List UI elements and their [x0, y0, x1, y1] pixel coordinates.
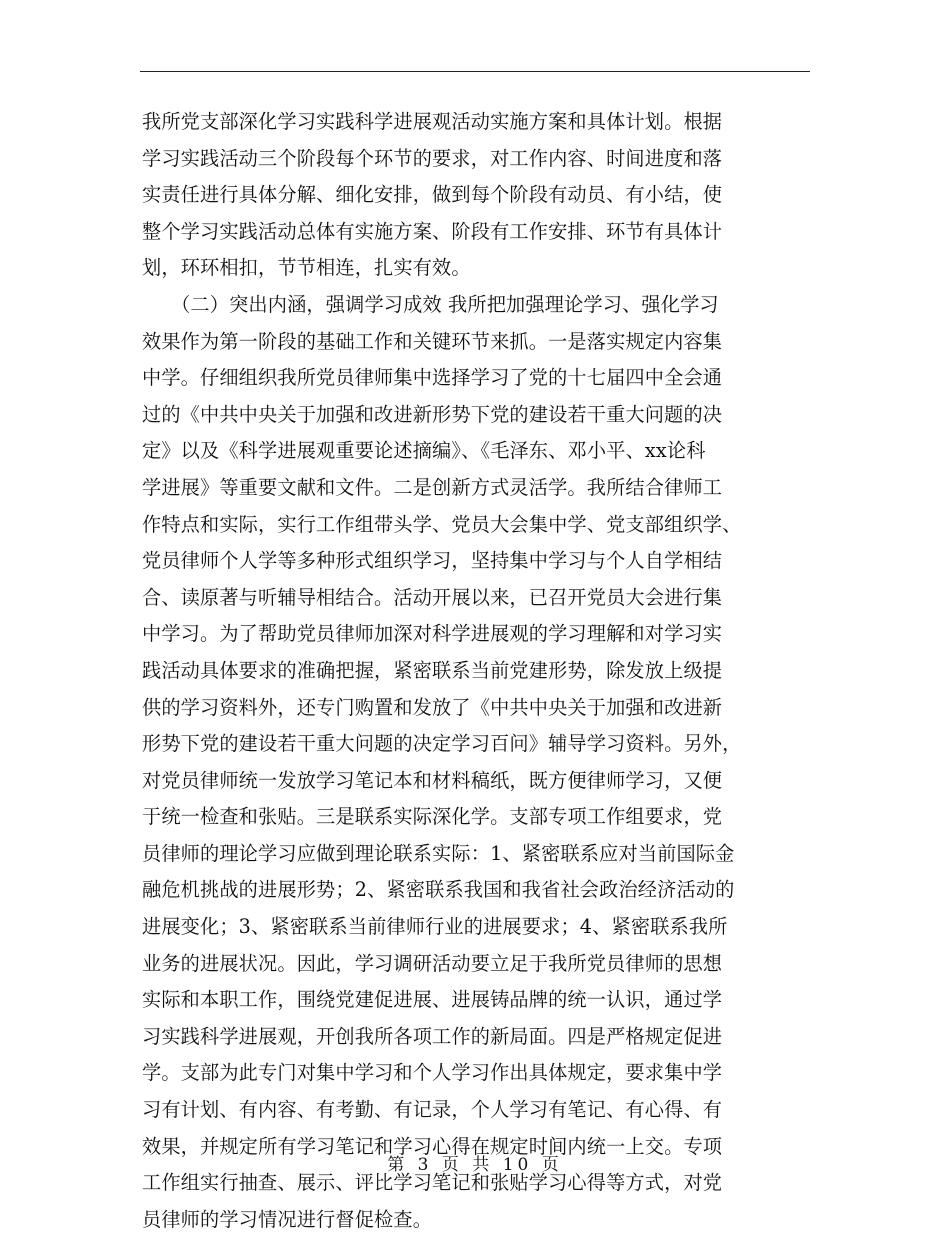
text-line: 作特点和实际，实行工作组带头学、党员大会集中学、党支部组织学、 [142, 512, 742, 536]
text-line: 过的《中共中央关于加强和改进新形势下党的建设若干重大问题的决 [142, 402, 723, 426]
text-line: 习实践科学进展观，开创我所各项工作的新局面。四是严格规定促进 [142, 1024, 723, 1048]
page-footer: 第 3 页 共 10 页 [387, 1155, 563, 1175]
text-line: 学进展》等重要文献和文件。二是创新方式灵活学。我所结合律师工 [142, 475, 723, 499]
header-rule [140, 71, 810, 72]
text-line: 党员律师个人学等多种形式组织学习，坚持集中学习与个人自学相结 [142, 549, 723, 573]
text-line: 整个学习实践活动总体有实施方案、阶段有工作安排、环节有具体计 [142, 219, 723, 243]
text-line: 工作组实行抽查、展示、评比学习笔记和张贴学习心得等方式，对党 [142, 1171, 723, 1195]
text-line: 效果，并规定所有学习笔记和学习心得在规定时间内统一上交。专项 [142, 1134, 723, 1158]
text-line: 融危机挑战的进展形势；2、紧密联系我国和我省社会政治经济活动的 [142, 878, 735, 902]
text-line: 我所党支部深化学习实践科学进展观活动实施方案和具体计划。根据 [142, 110, 723, 133]
text-line: 划，环环相扣，节节相连，扎实有效。 [142, 256, 471, 280]
text-line: 中学。仔细组织我所党员律师集中选择学习了党的十七届四中全会通 [142, 366, 723, 390]
text-line: 对党员律师统一发放学习笔记本和材料稿纸，既方便律师学习，又便 [142, 768, 723, 792]
body-text [142, 104, 814, 1238]
text-line: 业务的进展状况。因此，学习调研活动要立足于我所党员律师的思想 [142, 951, 723, 975]
text-line: （二）突出内涵，强调学习成效 我所把加强理论学习、强化学习 [142, 292, 719, 316]
text-line: 合、读原著与听辅导相结合。活动开展以来，已召开党员大会进行集 [142, 585, 723, 609]
text-line: 践活动具体要求的准确把握，紧密联系当前党建形势，除发放上级提 [142, 658, 723, 682]
text-line: 习有计划、有内容、有考勤、有记录，个人学习有笔记、有心得、有 [142, 1098, 723, 1122]
text-line: 学。支部为此专门对集中学习和个人学习作出具体规定，要求集中学 [142, 1061, 723, 1085]
text-line: 学习实践活动三个阶段每个环节的要求，对工作内容、时间进度和落 [142, 146, 723, 170]
text-line: 进展变化；3、紧密联系当前律师行业的进展要求；4、紧密联系我所 [142, 915, 728, 939]
text-line: 形势下党的建设若干重大问题的决定学习百问》辅导学习资料。另外， [142, 732, 742, 756]
text-line: 供的学习资料外，还专门购置和发放了《中共中央关于加强和改进新 [142, 695, 723, 719]
text-line: 效果作为第一阶段的基础工作和关键环节来抓。一是落实规定内容集 [142, 329, 723, 353]
text-line: 员律师的学习情况进行督促检查。 [142, 1207, 433, 1231]
text-line: 于统一检查和张贴。三是联系实际深化学。支部专项工作组要求，党 [142, 805, 723, 829]
text-line: 实责任进行具体分解、细化安排，做到每个阶段有动员、有小结，使 [142, 183, 723, 207]
text-line: 员律师的理论学习应做到理论联系实际：1、紧密联系应对当前国际金 [142, 841, 735, 865]
text-line: 实际和本职工作，围绕党建促进展、进展铸品牌的统一认识，通过学 [142, 988, 723, 1012]
text-line: 定》以及《科学进展观重要论述摘编》、《毛泽东、邓小平、xx论科 [142, 439, 706, 463]
text-line: 中学习。为了帮助党员律师加深对科学进展观的学习理解和对学习实 [142, 622, 723, 646]
